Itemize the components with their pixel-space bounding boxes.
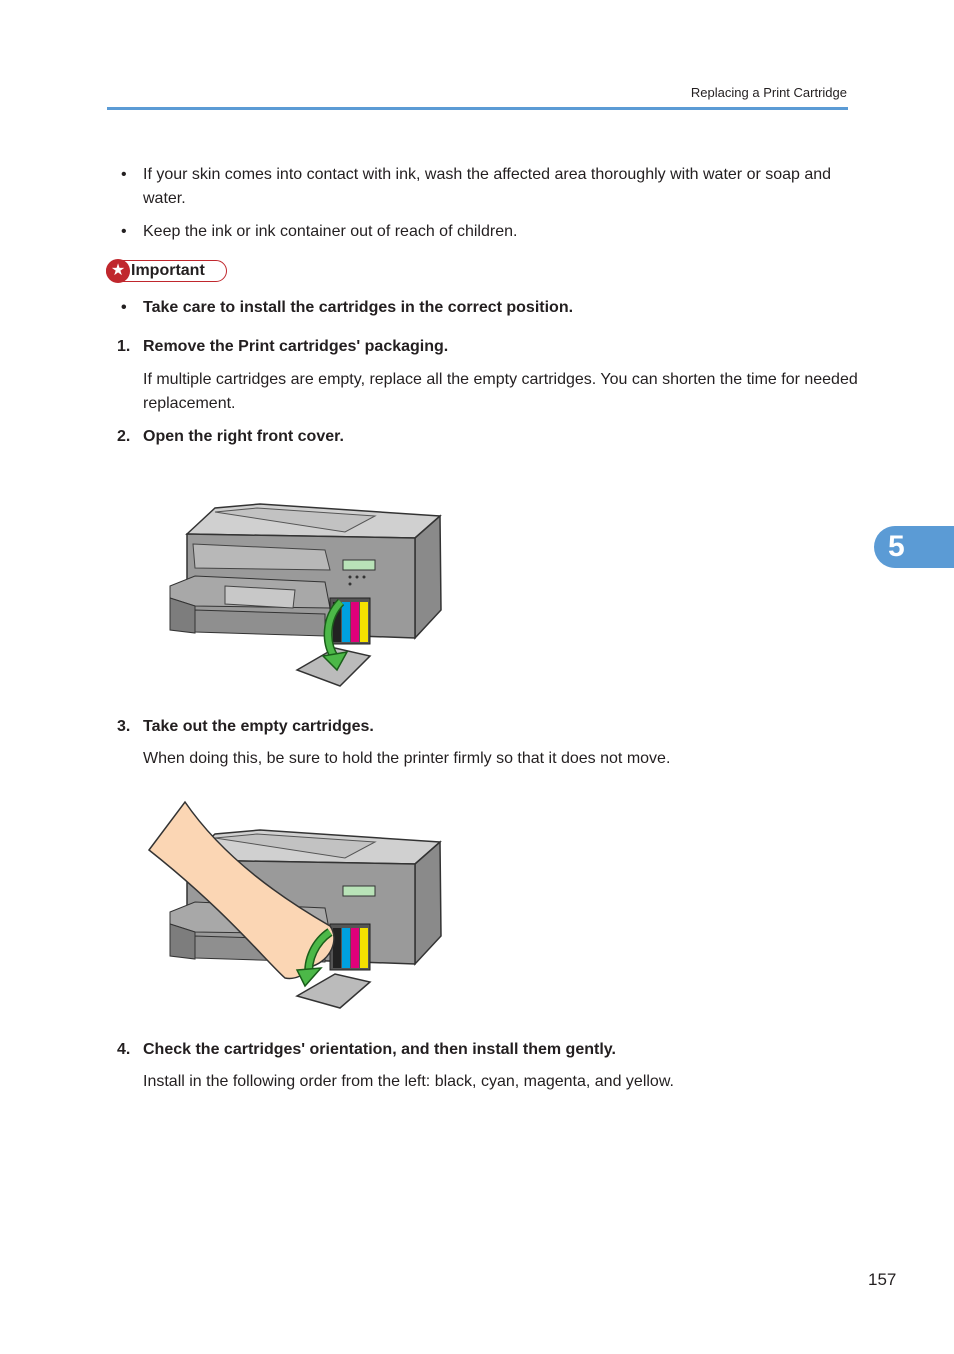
remove-cartridge-illustration [145,800,447,1012]
bullet-marker: • [121,299,127,316]
step-number: 1. [117,338,131,355]
step-body-line: When doing this, be sure to hold the printer firmly so that it does not move. [143,750,671,767]
bullet-text-line: If your skin comes into contact with ink, wash the affected area thoroughly with water or soap and [143,166,832,183]
star-icon: ★ [106,259,130,283]
step-number: 2. [117,428,131,445]
bullet-text-line: water. [143,190,186,207]
step-title: Check the cartridges' orientation, and then install them gently. [143,1041,616,1058]
header-rule [107,107,848,110]
important-label: Important [131,262,205,279]
important-badge [106,260,227,282]
step-title: Take out the empty cartridges. [143,718,374,735]
step-title: Remove the Print cartridges' packaging. [143,338,449,355]
step-number: 3. [117,718,131,735]
bullet-marker: • [121,223,127,240]
bullet-text-line: Keep the ink or ink container out of reach of children. [143,223,518,240]
printer-open-cover-illustration [165,498,447,690]
important-text: Take care to install the cartridges in the correct position. [143,299,574,316]
chapter-tab[interactable]: 5 [874,526,954,568]
page-number: 157 [868,1270,897,1289]
bullet-marker: • [121,166,127,183]
step-number: 4. [117,1041,131,1058]
step-body-line: If multiple cartridges are empty, replace all the empty cartridges. You can shorten the time for needed [143,371,858,388]
step-body-line: Install in the following order from the left: black, cyan, magenta, and yellow. [143,1073,674,1090]
step-title: Open the right front cover. [143,428,344,445]
step-body-line: replacement. [143,395,236,412]
running-header: Replacing a Print Cartridge [690,85,847,100]
